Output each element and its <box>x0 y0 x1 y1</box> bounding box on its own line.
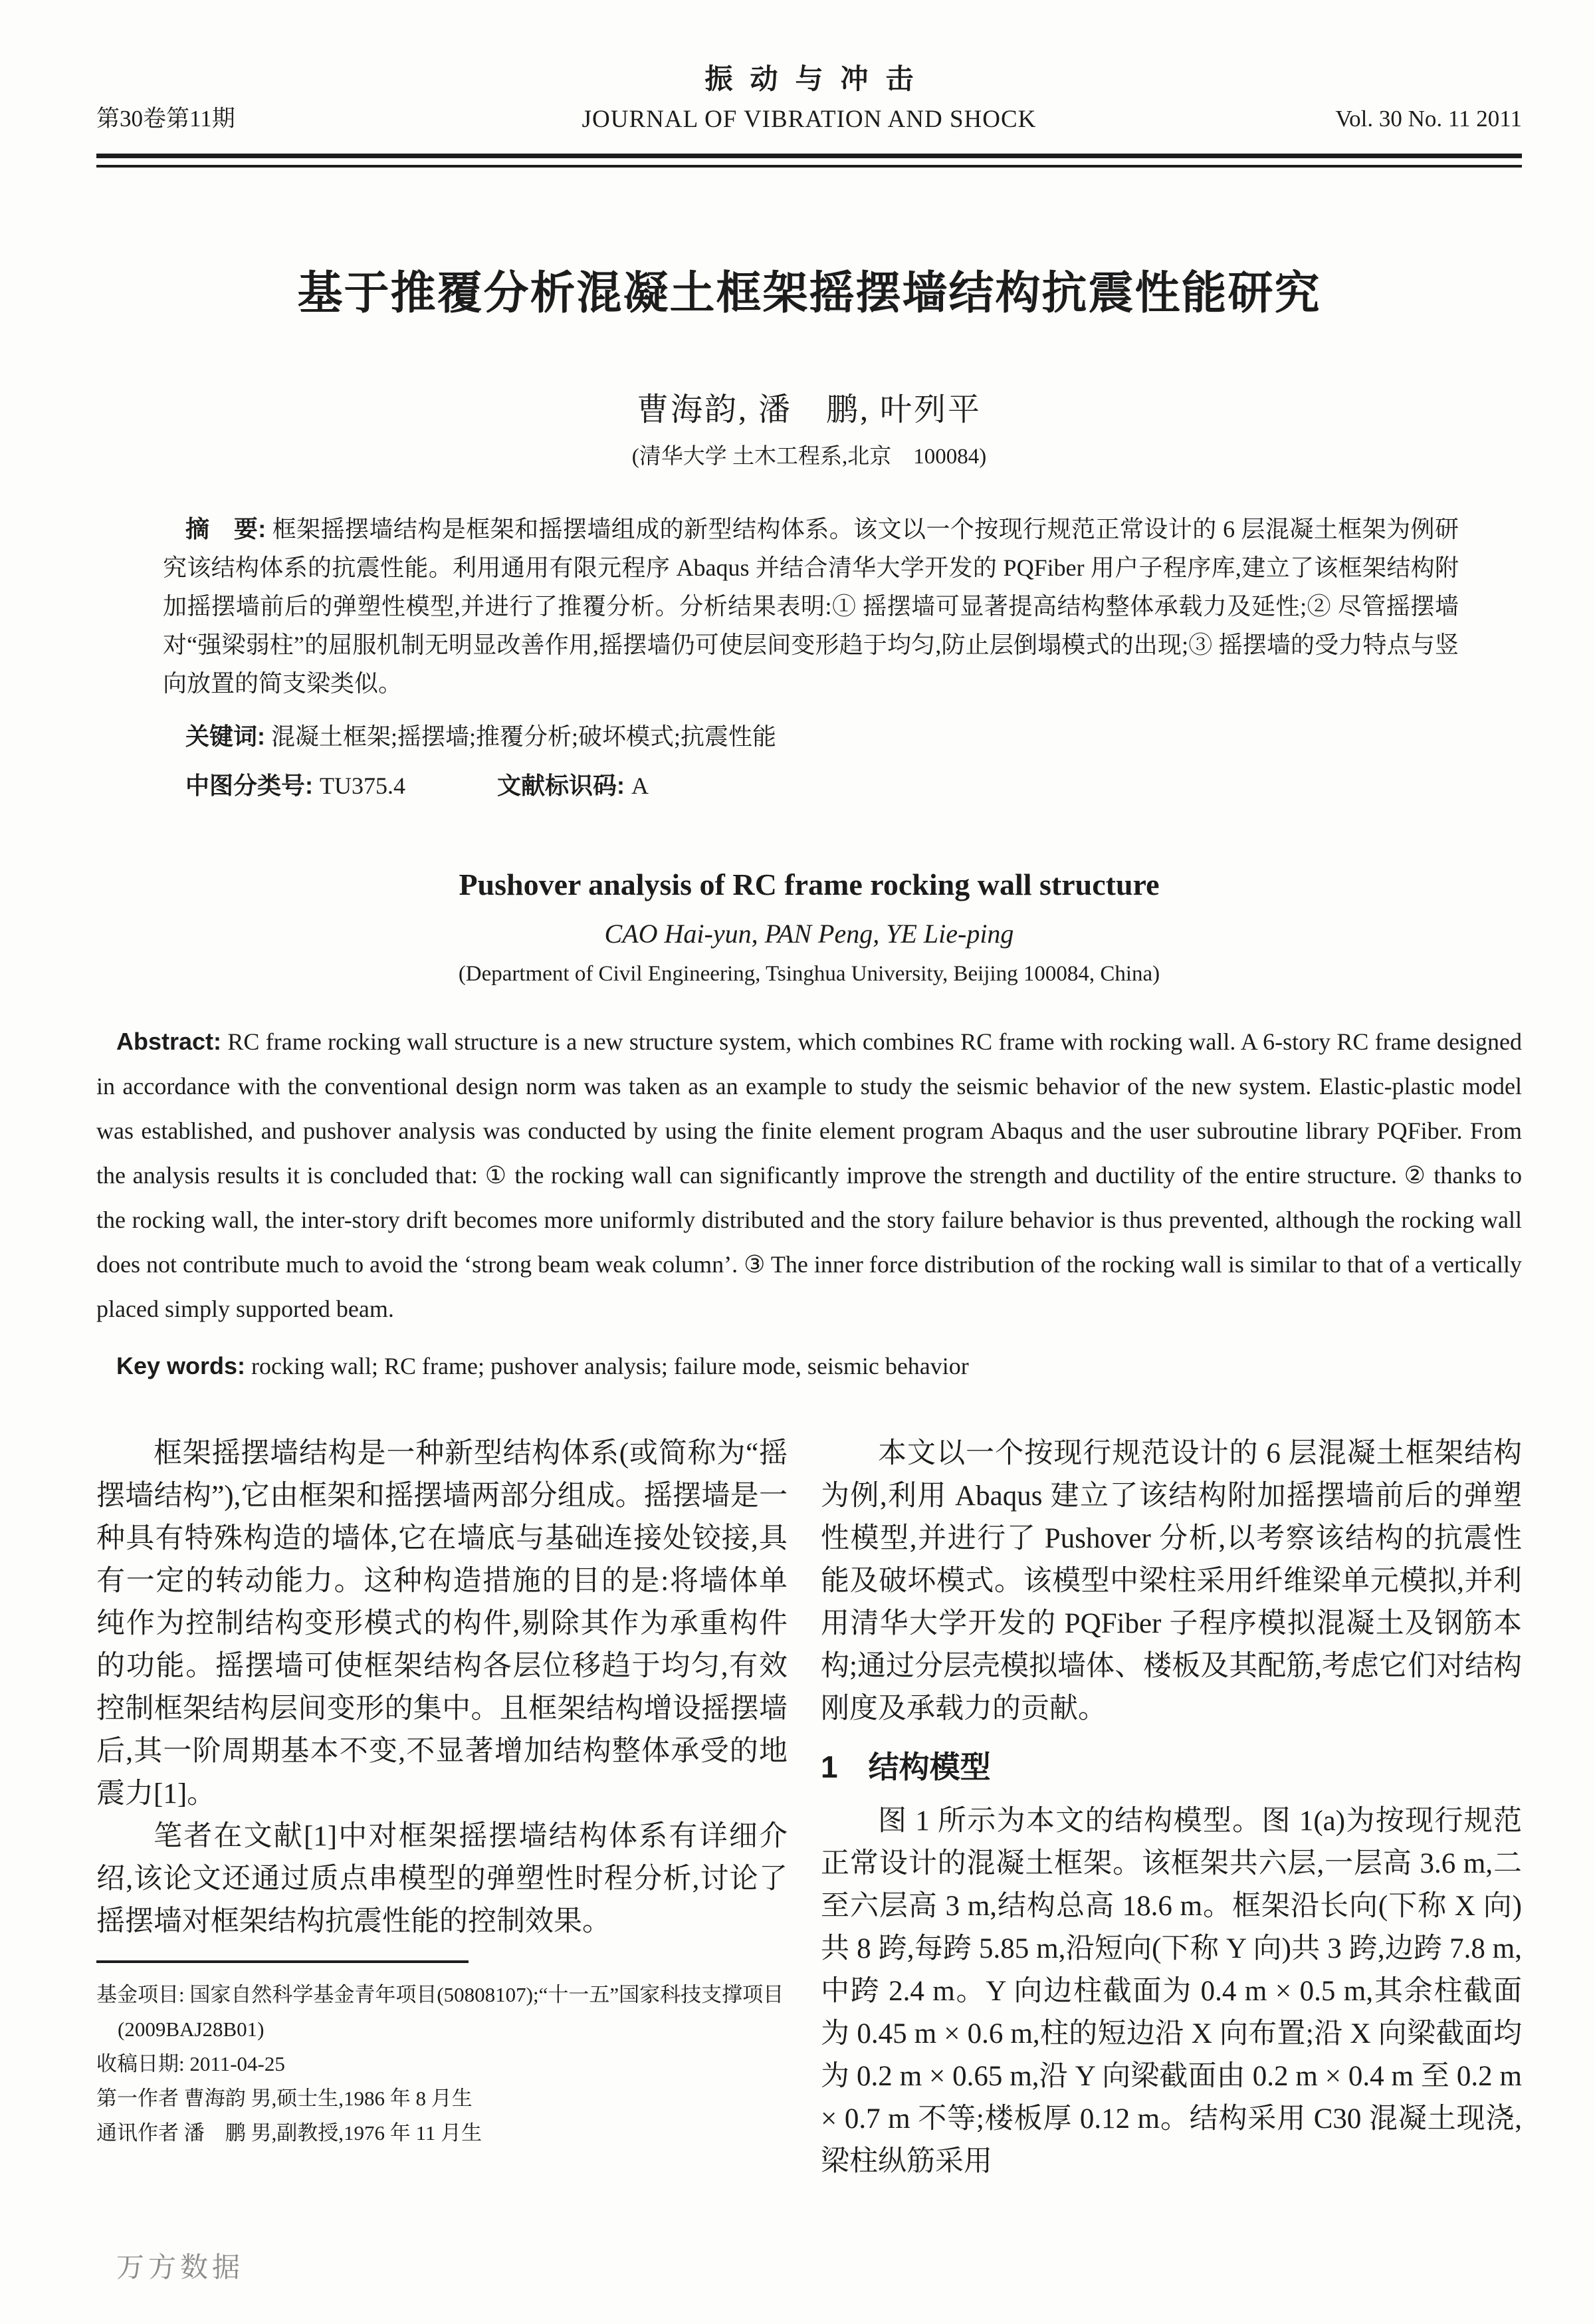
clc-value: TU375.4 <box>320 772 405 799</box>
body-columns <box>96 1433 1522 2183</box>
abstract-text-en: RC frame rocking wall structure is a new structure system, which combines RC frame with rocking wall. A 6-story RC frame designed in accordance with the conventional design norm was taken as an example to study the seismic behavior of the new system. Elastic-plastic model was established, and pushover analysis was conducted by using the finite element program Abaqus and the user subroutine library PQFiber. From the analysis results it is concluded that: ① the rocking wall can significantly improve the strength and ductility of the entire structure. ② thanks to the rocking wall, the inter-story drift becomes more uniformly distributed and the story failure behavior is thus prevented, although the rocking wall does not contribute much to avoid the ‘strong beam weak column’. ③ The inner force distribution of the rocking wall is similar to that of a vertically placed simply supported beam. <box>96 1028 1523 1322</box>
keywords-line-en <box>96 1343 1522 1389</box>
header-double-rule <box>96 154 1522 168</box>
wanfang-watermark: 万方数据 <box>116 2253 245 2283</box>
rule-thin <box>96 165 1522 168</box>
right-column <box>821 1433 1522 2183</box>
article-title-cn: 基于推覆分析混凝土框架摇摆墙结构抗震性能研究 <box>297 268 1321 319</box>
rule-thick <box>96 154 1522 158</box>
doc-code-label: 文献标识码: <box>497 771 631 799</box>
article-authors-en: CAO Hai-yun, PAN Peng, YE Lie-ping <box>604 919 1014 949</box>
article-authors-cn: 曹海韵, 潘 鹏, 叶列平 <box>636 392 982 428</box>
footnote-corresponding-author: 通讯作者 潘 鹏 男,副教授,1976 年 11 月生 <box>96 2121 482 2145</box>
en-abstract-paragraph <box>96 1019 1522 1332</box>
footnote-received: 收稿日期: 2011-04-25 <box>96 2051 285 2075</box>
en-abstract-block <box>96 1019 1522 1389</box>
section-1-paragraph: 图 1 所示为本文的结构模型。图 1(a)为按现行规范正常设计的混凝土框架。该框架共六层,一层高 3.6 m,二至六层高 3 m,结构总高 18.6 m。框架沿长向(下称 X 向)共 8 跨,每跨 5.85 m,沿短向(下称 Y 向)共 3 跨,边跨 7.8 m,中跨 2.4 m。Y 向边柱截面为 0.4 m × 0.5 m,其余柱截面为 0.45 m × 0.6 m,柱的短边沿 X 向布置;沿 X 向梁截面均为 0.2 m × 0.65 m,沿 Y 向梁截面由 0.2 m × 0.4 m 至 0.2 m × 0.7 m 不等;楼板厚 0.12 m。结构采用 C30 混凝土现浇,梁柱纵筋采用 <box>821 1805 1522 2178</box>
footnote-fund: 基金项目: 国家自然科学基金青年项目(50808107);“十一五”国家科技支撑项目(2009BAJ28B01) <box>96 1982 784 2041</box>
clc-line <box>163 766 1459 805</box>
cn-abstract-block <box>163 510 1459 805</box>
abstract-label-cn: 摘 要: <box>185 515 266 542</box>
volume-issue-en: Vol. 30 No. 11 2011 <box>1335 106 1522 132</box>
abstract-label-en: Abstract: <box>116 1027 222 1055</box>
header-meta-row <box>96 104 1522 134</box>
section-1-heading: 1 结构模型 <box>821 1749 991 1784</box>
body-paragraph: 框架摇摆墙结构是一种新型结构体系(或简称为“摇摆墙结构”),它由框架和摇摆墙两部分组成。摇摆墙是一种具有特殊构造的墙体,它在墙底与基础连接处铰接,具有一定的转动能力。这种构造措施的目的是:将墙体单纯作为控制结构变形模式的构件,剔除其作为承重构件的功能。摇摆墙可使框架结构各层位移趋于均匀,有效控制框架结构层间变形的集中。且框架结构增设摇摆墙后,其一阶周期基本不变,不显著增加结构整体承受的地震力[1]。 <box>96 1437 788 1809</box>
article-affiliation-en: (Department of Civil Engineering, Tsinghua University, Beijing 100084, China) <box>458 962 1160 986</box>
intro-paragraph: 本文以一个按现行规范设计的 6 层混凝土框架结构为例,利用 Abaqus 建立了该结构附加摇摆墙前后的弹塑性模型,并进行了 Pushover 分析,以考察该结构的抗震性能及破坏模式。该模型中梁柱采用纤维梁单元模拟,并利用清华大学开发的 PQFiber 子程序模拟混凝土及钢筋本构;通过分层壳模拟墙体、楼板及其配筋,考虑它们对结构刚度及承载力的贡献。 <box>821 1437 1522 1724</box>
body-paragraph: 笔者在文献[1]中对框架摇摆墙结构体系有详细介绍,该论文还通过质点串模型的弹塑性时程分析,讨论了摇摆墙对框架结构抗震性能的控制效果。 <box>96 1820 788 1937</box>
doc-code-value: A <box>631 772 649 799</box>
footnote-rule <box>96 1960 469 1963</box>
keywords-text-en: rocking wall; RC frame; pushover analysis; failure mode, seismic behavior <box>251 1352 969 1379</box>
keywords-text-cn: 混凝土框架;摇摆墙;推覆分析;破坏模式;抗震性能 <box>271 723 777 750</box>
keywords-label-cn: 关键词: <box>185 722 265 750</box>
journal-header <box>96 63 1522 168</box>
left-column <box>96 1433 788 2183</box>
volume-issue-cn: 第30卷第11期 <box>96 106 235 132</box>
clc-label: 中图分类号: <box>185 771 320 799</box>
keywords-line-cn <box>163 717 1459 756</box>
footnote-first-author: 第一作者 曹海韵 男,硕士生,1986 年 8 月生 <box>96 2086 473 2110</box>
abstract-paragraph-cn <box>163 510 1459 703</box>
keywords-label-en: Key words: <box>116 1351 246 1379</box>
article-affiliation-cn: (清华大学 土木工程系,北京 100084) <box>631 444 987 469</box>
footnote-block <box>96 1960 788 2150</box>
abstract-text-cn: 框架摇摆墙结构是框架和摇摆墙组成的新型结构体系。该文以一个按现行规范正常设计的 6 层混凝土框架为例研究该结构体系的抗震性能。利用通用有限元程序 Abaqus 并结合清华大学开发的 PQFiber 用户子程序库,建立了该框架结构附加摇摆墙前后的弹塑性模型,并进行了推覆分析。分析结果表明:① 摇摆墙可显著提高结构整体承载力及延性;② 尽管摇摆墙对“强梁弱柱”的屈服机制无明显改善作用,摇摆墙仍可使层间变形趋于均匀,防止层倒塌模式的出现;③ 摇摆墙的受力特点与竖向放置的简支梁类似。 <box>163 515 1459 697</box>
article-title-en: Pushover analysis of RC frame rocking wall structure <box>459 867 1160 901</box>
journal-name-en: JOURNAL OF VIBRATION AND SHOCK <box>582 106 1037 134</box>
journal-masthead: 振动与冲击 <box>704 64 931 95</box>
